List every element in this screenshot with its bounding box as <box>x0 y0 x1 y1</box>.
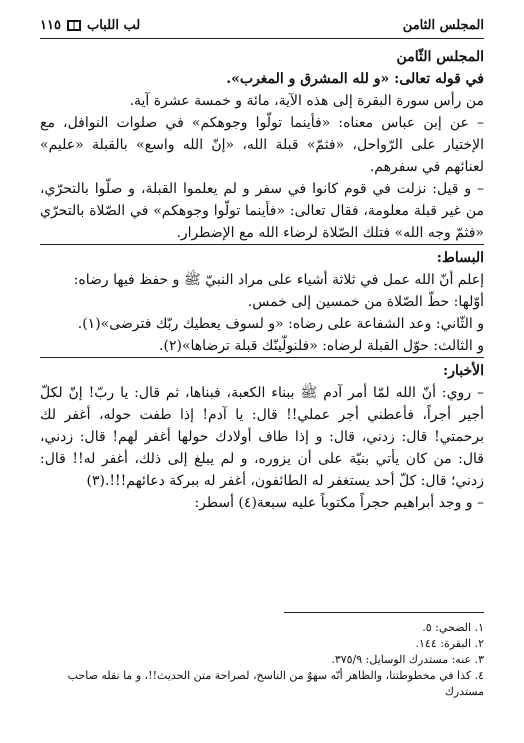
footnote: ٣. عنه: مستدرك الوسايل: ٣٧٥/٩. <box>331 653 484 666</box>
running-header <box>40 14 484 36</box>
header-left-group <box>40 18 140 33</box>
basat-heading: البساط: <box>436 250 484 266</box>
text-line: أوّلها: حطّ الصّلاة من خمسين إلى خمس. <box>247 294 484 310</box>
footnote: ٢. البقرة: ١٤٤. <box>415 637 484 650</box>
footnotes <box>40 620 484 700</box>
akhbar-heading: الأخبار: <box>443 363 484 379</box>
header-chapter: المجلس الثامن <box>402 17 484 33</box>
footnote: ٤. كذا في مخطوطتنا، والظاهر أنّه سهوٌ من الناسخ، لصراحة متن الحديث!!، و ما نقله صاحب مستدرك <box>67 669 484 698</box>
section-rule <box>40 244 484 245</box>
page-number: ١١٥ <box>40 17 61 33</box>
body-text <box>40 46 484 514</box>
text-line: إعلم أنّ الله عمل في ثلاثة أشياء على مراد النبيّ ﷺ و حفظ فيها رضاه: <box>73 272 484 288</box>
header-rule <box>40 38 484 39</box>
footnote: ١. الضحي: ٥. <box>422 621 484 634</box>
section-rule <box>40 357 484 358</box>
section-title: المجلس الثّامن <box>396 49 484 65</box>
header-book-title: لب اللباب <box>86 17 141 33</box>
text-line: و الثّاني: وعد الشفاعة على رضاه: «و لسوف يعطيك ربّك فترضى»(١). <box>77 316 484 332</box>
text-paragraph: – عن إبن عباس معناه: «فأينما تولّوا وجوهكم» في صلوات النوافل، مع الإختيار على الرّواحل، «فثمّ» قبلة الله، «إنّ الله واسع» بالقبلة «عليم» لعنائهم في سفرهم. <box>40 115 484 175</box>
text-line: و الثالث: حوّل القبلة لرضاه: «فلنولّينّك قبلة ترضاها»(٢). <box>159 338 484 354</box>
footnote-rule <box>284 612 484 613</box>
book-icon <box>67 20 81 31</box>
text-line: – و وجد أبراهيم حجراً مكتوباً عليه سبعة(٤) أسطر: <box>194 495 484 511</box>
verse-line: في قوله تعالى: «و لله المشرق و المغرب». <box>226 71 484 87</box>
text-line: من رأس سورة البقرة إلى هذه الآية، مائة و خمسة عشرة آية. <box>129 93 484 109</box>
text-paragraph: – و قيل: نزلت في قوم كانوا في سفر و لم يعلموا القبلة، و صلّوا بالتحرّي، من غير قبلة معلومة، فقال تعالى: «فأينما تولّوا وجوهكم» في الصّلاة بالتحرّي «فثمّ وجه الله» فتلك الصّلاة لرضاء الله مع الإضطرار. <box>40 181 484 241</box>
text-paragraph: – روي: أنّ الله لمّا أمر آدم ﷺ ببناء الكعبة، فبناها، ثم قال: يا ربّ! إنّ لكلّ أجير أجراً، فأعطني أجر عملي!! قال: يا آدم! إذا طفت حوله، أغفر لك برحمتي! قال: زدني، قال: و إذا طاف أولادك حولها أغفر لهم! قال: زدني، قال: من كان يأتي بنيّة على أن يزوره، و لم يبلغ إلى ذلك، أغفر له!! قال: زدني؛ قال: كلّ أحد يستغفر له الطائفون، أغفر له ببركة دعائهم!!!.(٣) <box>40 385 484 489</box>
